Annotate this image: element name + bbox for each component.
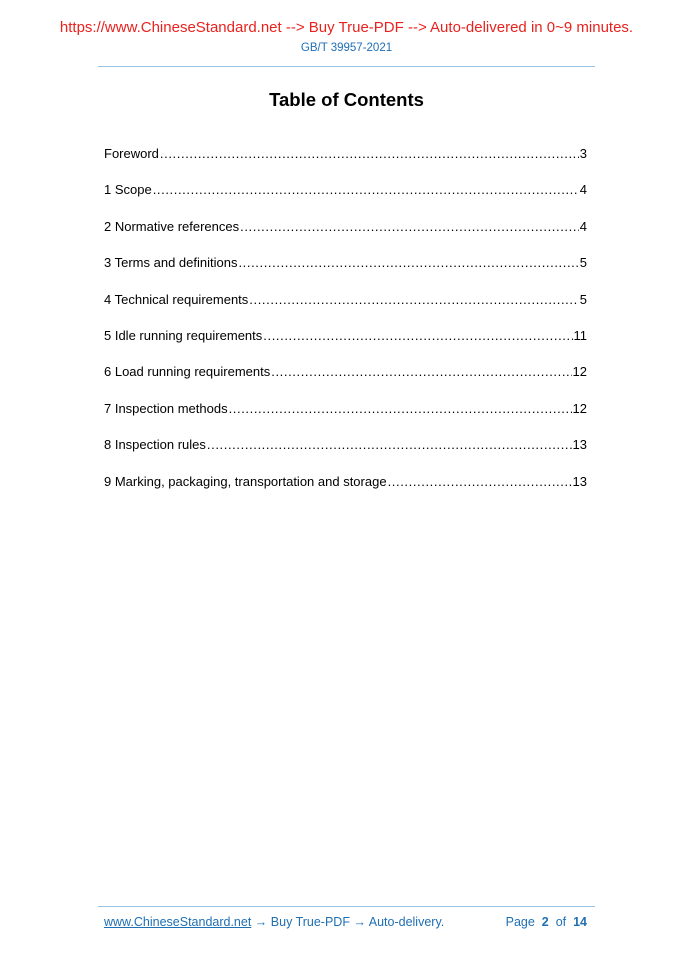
header-divider <box>98 66 595 67</box>
toc-entry-page: 13 <box>572 437 587 453</box>
page-total: 14 <box>573 915 587 929</box>
toc-dot-leader <box>229 400 572 418</box>
toc-entry-label: 4 Technical requirements <box>104 291 249 307</box>
toc-entry-label: 8 Inspection rules <box>104 437 206 453</box>
arrow-icon: → <box>254 915 268 929</box>
toc-dot-leader <box>207 436 572 454</box>
toc-dot-leader <box>263 327 572 345</box>
toc-dot-leader <box>238 254 578 272</box>
toc-entry-page: 11 <box>573 327 587 343</box>
toc-dot-leader <box>249 291 578 309</box>
toc-entry-inspection-rules[interactable] <box>104 436 587 472</box>
toc-entry-label: 6 Load running requirements <box>104 364 271 380</box>
toc-dot-leader <box>271 363 571 381</box>
toc-entry-page: 5 <box>579 291 587 307</box>
toc-list <box>104 145 587 509</box>
toc-dot-leader <box>240 218 579 236</box>
toc-entry-page: 4 <box>579 182 587 198</box>
toc-entry-label: Foreword <box>104 146 159 161</box>
toc-entry-label: 2 Normative references <box>104 218 240 234</box>
toc-entry-technical-requirements[interactable] <box>104 291 587 327</box>
toc-title: Table of Contents <box>269 89 424 110</box>
toc-entry-label: 7 Inspection methods <box>104 400 228 416</box>
toc-entry-idle-running[interactable] <box>104 327 587 363</box>
site-link[interactable]: www.ChineseStandard.net <box>104 915 252 929</box>
toc-entry-page: 5 <box>579 255 587 271</box>
toc-entry-label: 1 Scope <box>104 182 152 198</box>
toc-entry-marking-packaging[interactable] <box>104 473 587 509</box>
toc-entry-scope[interactable] <box>104 181 587 217</box>
buy-text: Buy True-PDF <box>270 915 350 929</box>
toc-entry-foreword[interactable] <box>104 145 587 181</box>
page-label: Page <box>505 915 535 929</box>
page-footer <box>104 915 587 929</box>
toc-entry-label: 5 Idle running requirements <box>104 327 263 343</box>
toc-entry-page: 13 <box>572 473 587 489</box>
page-current: 2 <box>541 915 549 929</box>
toc-dot-leader <box>388 473 572 491</box>
toc-dot-leader <box>153 181 579 199</box>
toc-entry-inspection-methods[interactable] <box>104 400 587 436</box>
toc-entry-load-running[interactable] <box>104 363 587 399</box>
toc-entry-page: 12 <box>572 400 587 416</box>
toc-entry-label: 9 Marking, packaging, transportation and storage <box>104 473 387 489</box>
page-of: of <box>555 915 567 929</box>
toc-entry-terms-definitions[interactable] <box>104 254 587 290</box>
arrow-icon: → <box>353 915 366 929</box>
page-number <box>506 915 587 929</box>
delivery-text: Auto-delivery. <box>368 915 445 929</box>
footer-links <box>104 915 444 929</box>
toc-dot-leader <box>160 145 579 163</box>
toc-entry-page: 3 <box>579 146 587 161</box>
promo-banner-link[interactable]: https://www.ChineseStandard.net --> Buy True-PDF --> Auto-delivered in 0~9 minutes. <box>59 19 634 36</box>
footer-divider <box>98 906 595 907</box>
toc-entry-label: 3 Terms and definitions <box>104 255 238 271</box>
toc-entry-normative-references[interactable] <box>104 218 587 254</box>
standard-code: GB/T 39957-2021 <box>300 42 393 54</box>
toc-entry-page: 4 <box>579 218 587 234</box>
toc-entry-page: 12 <box>572 364 587 380</box>
